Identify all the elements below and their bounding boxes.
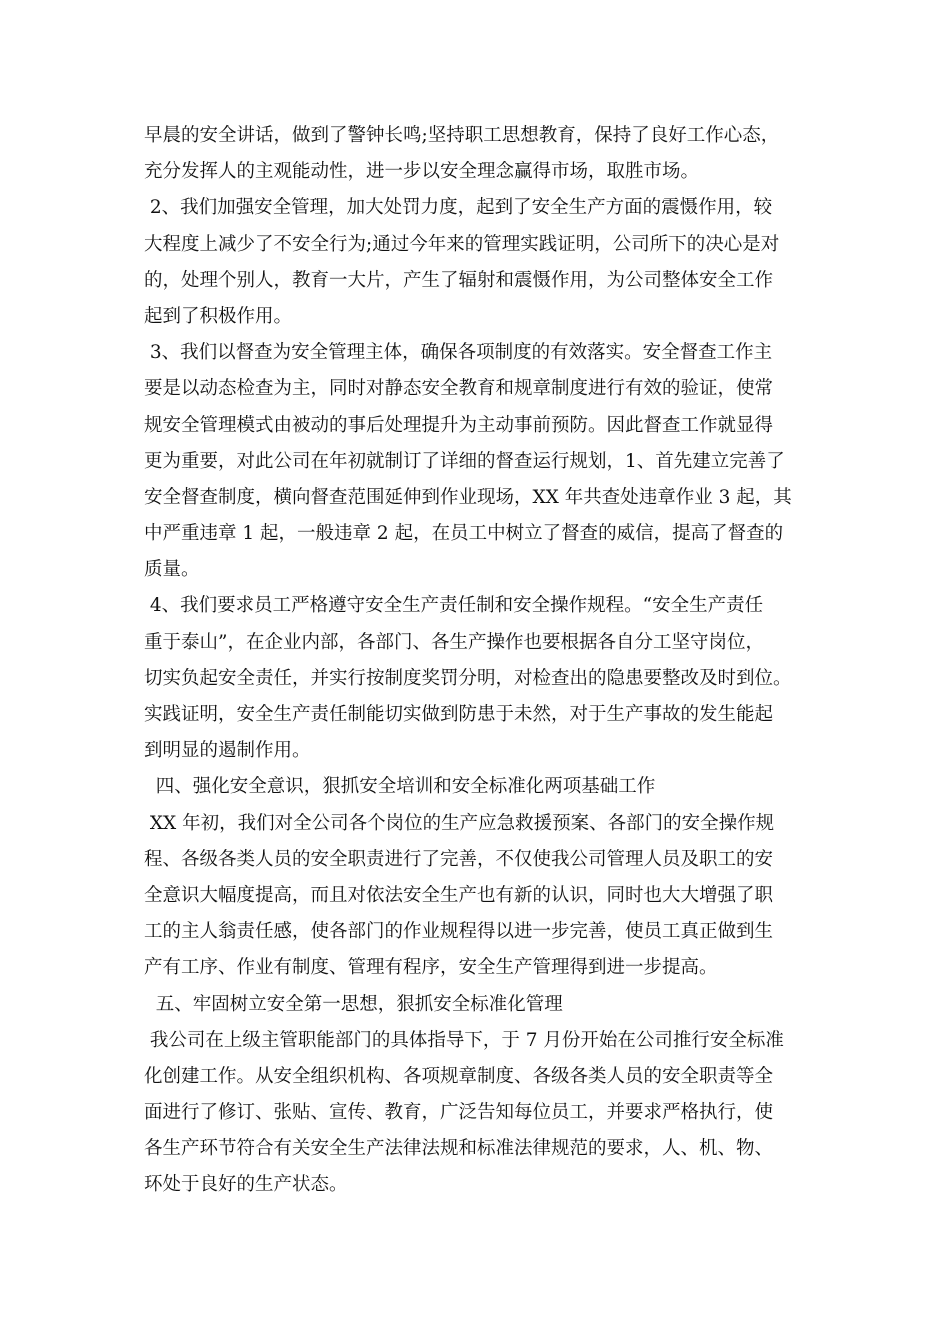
- text-line: 各生产环节符合有关安全生产法律法规和标准法律规范的要求，人、机、物、: [144, 1138, 774, 1160]
- text-line: 实践证明，安全生产责任制能切实做到防患于未然，对于生产事故的发生能起: [144, 704, 774, 725]
- text-line: 环处于良好的生产状态。: [144, 1174, 348, 1196]
- text-line: 2、我们加强安全管理，加大处罚力度，起到了安全生产方面的震慑作用，较: [144, 197, 773, 219]
- text-line: 3、我们以督查为安全管理主体，确保各项制度的有效落实。安全督查工作主: [144, 342, 773, 364]
- text-line: 要是以动态检查为主，同时对静态安全教育和规章制度进行有效的验证，使常: [144, 378, 774, 400]
- text-line: 四、强化安全意识，狠抓安全培训和安全标准化两项基础工作: [144, 776, 656, 798]
- text-line: 大程度上减少了不安全行为;通过今年来的管理实践证明，公司所下的决心是对: [144, 233, 780, 255]
- text-line: 更为重要，对此公司在年初就制订了详细的督查运行规划，1、首先建立完善了: [144, 450, 785, 472]
- text-line: 规安全管理模式由被动的事后处理提升为主动事前预防。因此督查工作就显得: [144, 414, 774, 436]
- text-line: XX 年初，我们对全公司各个岗位的生产应急救援预案、各部门的安全操作规: [144, 812, 775, 834]
- text-line: 质量。: [144, 559, 200, 581]
- text-line: 4、我们要求员工严格遵守安全生产责任制和安全操作规程。“安全生产责任: [144, 595, 764, 617]
- document-body: [144, 118, 812, 1204]
- text-line: 的，处理个别人，教育一大片，产生了辐射和震慑作用，为公司整体安全工作: [144, 269, 774, 291]
- text-line: 中严重违章 1 起，一般违章 2 起，在员工中树立了督查的威信，提高了督查的: [144, 523, 784, 545]
- text-line: 产有工序、作业有制度、管理有程序，安全生产管理得到进一步提高。: [144, 957, 718, 979]
- text-line: 起到了积极作用。: [144, 305, 293, 327]
- text-line: 全意识大幅度提高，而且对依法安全生产也有新的认识，同时也大大增强了职: [144, 884, 774, 906]
- text-line: 化创建工作。从安全组织机构、各项规章制度、各级各类人员的安全职责等全: [144, 1065, 774, 1087]
- text-line: 我公司在上级主管职能部门的具体指导下，于 7 月份开始在公司推行安全标准: [144, 1029, 784, 1051]
- text-line: 面进行了修订、张贴、宣传、教育，广泛告知每位员工，并要求严格执行，使: [144, 1102, 774, 1124]
- text-line: 程、各级各类人员的安全职责进行了完善，不仅使我公司管理人员及职工的安: [144, 848, 774, 870]
- text-line: 早晨的安全讲话，做到了警钟长鸣;坚持职工思想教育，保持了良好工作心态，: [144, 125, 780, 146]
- text-line: 切实负起安全责任，并实行按制度奖罚分明，对检查出的隐患要整改及时到位。: [144, 667, 792, 689]
- text-line: 工的主人翁责任感，使各部门的作业规程得以进一步完善，使员工真正做到生: [144, 921, 774, 943]
- text-line: 五、牢固树立安全第一思想，狠抓安全标准化管理: [144, 993, 563, 1015]
- text-line: 充分发挥人的主观能动性，进一步以安全理念赢得市场，取胜市场。: [144, 161, 700, 183]
- text-line: 安全督查制度，横向督查范围延伸到作业现场，XX 年共查处违章作业 3 起，其: [144, 486, 792, 508]
- text-line: 重于泰山”，在企业内部，各部门、各生产操作也要根据各自分工坚守岗位，: [144, 631, 764, 653]
- text-line: 到明显的遏制作用。: [144, 740, 311, 762]
